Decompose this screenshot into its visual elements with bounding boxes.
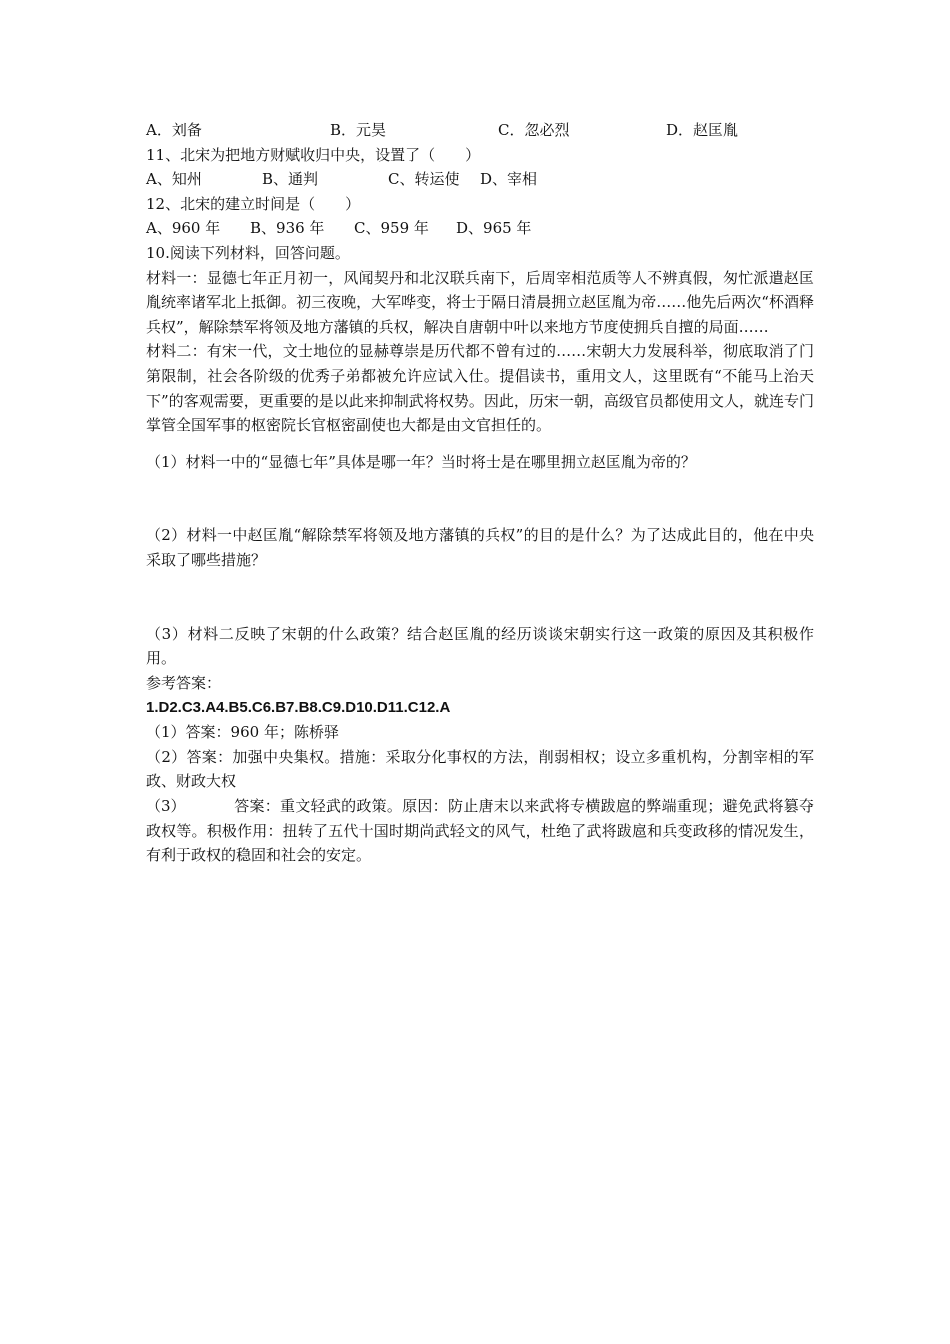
q12-options: [146, 216, 814, 241]
reading-intro: 10.阅读下列材料，回答问题。: [146, 243, 350, 262]
q10-option-c: C．忽必烈: [498, 121, 570, 139]
answer-3-label: （3）: [146, 797, 186, 816]
question-2: （2）材料一中赵匡胤“解除禁军将领及地方藩镇的兵权”的目的是什么？为了达成此目的，他在中央采取了哪些措施？: [146, 526, 814, 569]
material-two: 材料二：有宋一代，文士地位的显赫尊崇是历代都不曾有过的……宋朝大力发展科举，彻底取消了门第限制，社会各阶级的优秀子弟都被允许应试入仕。提倡读书，重用文人，这里既有“不能马上治天下”的客观需要，更重要的是以此来抑制武将权势。因此，历宋一朝，高级官员都使用文人，就连专门掌管全国军事的枢密院长官枢密副使也大都是由文官担任的。: [146, 342, 814, 435]
q12-option-d: D、965 年: [456, 219, 532, 238]
q10-option-b: B．元昊: [330, 121, 387, 139]
q11-option-b: B、通判: [262, 170, 319, 189]
q11-option-a: A、知州: [146, 170, 202, 189]
q10-option-a: A．刘备: [146, 121, 202, 139]
q10-option-d: D．赵匡胤: [666, 121, 739, 139]
choice-answer-key: 1.D2.C3.A4.B5.C6.B7.B8.C9.D10.D11.C12.A: [146, 699, 451, 717]
q12-stem: 12、北宋的建立时间是（ ）: [146, 194, 361, 213]
q12-option-b: B、936 年: [250, 219, 325, 238]
question-1: （1）材料一中的“显德七年”具体是哪一年？当时将士是在哪里拥立赵匡胤为帝的？: [146, 452, 696, 471]
question-3: （3）材料二反映了宋朝的什么政策？结合赵匡胤的经历谈谈宋朝实行这一政策的原因及其积极作用。: [146, 624, 814, 668]
document-page: [146, 118, 814, 868]
answer-2: （2）答案：加强中央集权。措施：采取分化事权的方法，削弱相权；设立多重机构，分割宰相的军政、财政大权: [146, 747, 814, 791]
q11-stem: 11、北宋为把地方财赋收归中央，设置了（ ）: [146, 145, 481, 164]
q11-options: [146, 167, 814, 192]
q11-option-c: C、转运使: [388, 170, 460, 189]
q11-option-d: D、宰相: [480, 170, 538, 189]
answer-1: （1）答案：960 年；陈桥驿: [146, 723, 339, 742]
answers-heading: 参考答案：: [146, 673, 222, 692]
q12-option-a: A、960 年: [146, 219, 221, 238]
q12-option-c: C、959 年: [354, 219, 429, 238]
material-one: 材料一：显德七年正月初一，风闻契丹和北汉联兵南下，后周宰相范质等人不辨真假，匆忙派遣赵匡胤统率诸军北上抵御。初三夜晚，大军哗变，将士于隔日清晨拥立赵匡胤为帝……他先后两次“杯酒释兵权”，解除禁军将领及地方藩镇的兵权，解决自唐朝中叶以来地方节度使拥兵自擅的局面……: [146, 268, 814, 336]
answer-3: [146, 794, 814, 868]
q10-options: [146, 118, 814, 143]
answer-3-text: 答案：重文轻武的政策。原因：防止唐末以来武将专横跋扈的弊端重现；避免武将篡夺政权等。积极作用：扭转了五代十国时期尚武轻文的风气，杜绝了武将跋扈和兵变政移的情况发生，有利于政权的稳固和社会的安定。: [146, 797, 814, 865]
